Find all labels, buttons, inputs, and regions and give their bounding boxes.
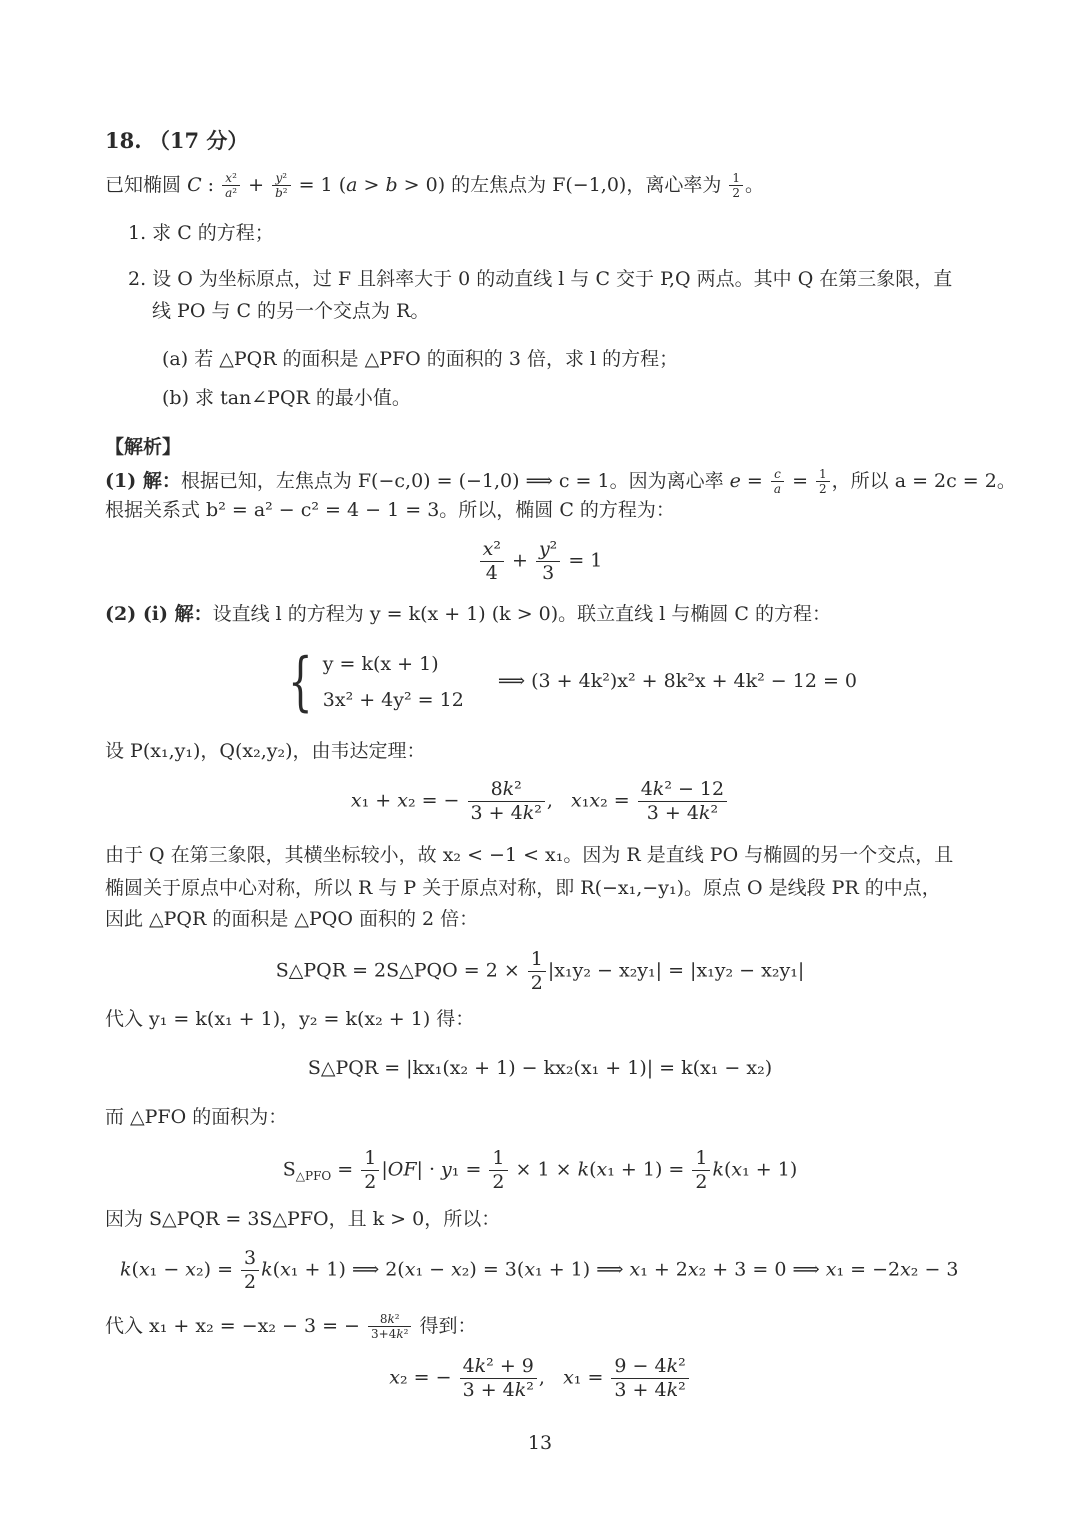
substitution-2: 代入 x₁ + x₂ = −x₂ − 3 = − $\frac{\text{8k²}}{\text{3+4k²}}$ 得到： [105,1312,477,1342]
problem-points: （17 分） [148,128,249,153]
fraction-c-a: $\frac{c}{a}$ [771,467,784,497]
question-2-line-2: 线 PO 与 C 的另一个交点为 R。 [152,300,430,322]
problem-number: 18. [105,128,142,153]
vieta-intro: 设 P(x₁,y₁)，Q(x₂,y₂)，由韦达定理： [105,740,426,762]
question-1: 1. 求 C 的方程； [128,222,274,244]
pfo-area-equation: $S_{\triangle PFO}$ = $\frac{1}{2}$ |OF| · y₁ = $\frac{1}{2}$ × 1 × k(x₁ + 1) = $\frac{1}{2}$ k(x₁ + 1) [282,1147,798,1193]
brace-icon: { [288,645,313,720]
quadrant-line-3: 因此 △PQR 的面积是 △PQO 面积的 2 倍： [105,908,479,930]
quadrant-line-1: 由于 Q 在第三象限，其横坐标较小，故 x₂ < −1 < x₁。因为 R 是直线 PO 与椭圆的另一个交点，且 [105,844,954,866]
system-line-1: y = k(x + 1) [322,653,439,675]
question-2-line-1: 2. 设 O 为坐标原点，过 F 且斜率大于 0 的动直线 l 与 C 交于 P,Q 两点。其中 Q 在第三象限，直 [128,268,953,290]
solution-heading: 【解析】 [105,436,182,458]
question-2a: (a) 若 △PQR 的面积是 △PFO 的面积的 3 倍，求 l 的方程； [162,348,679,370]
derivation-chain: k(x₁ − x₂) = $\frac{3}{2}$ k(x₁ + 1) ⟹ 2(x₁ − x₂) = 3(x₁ + 1) ⟹ x₁ + 2x₂ + 3 = 0 ⟹ x₁ = −2x₂ − 3 [120,1247,959,1293]
solution-part-1: (1) 解：根据已知，左焦点为 F(−c,0) = (−1,0) ⟹ c = 1。因为离心率 e = $\frac{c}{a}$ = $\frac{1}{2}$ ，所以 a = 2c = 2。 [105,467,1016,497]
quadrant-line-2: 椭圆关于原点中心对称，所以 R 与 P 关于原点对称，即 R(−x₁,−y₁)。原点 O 是线段 PR 的中点， [105,877,941,899]
ellipse-equation: $\frac{\text{x²}}{4}$ + $\frac{\text{y²}}{3}$ = 1 [0,538,1080,585]
final-roots: x₂ = − $\frac{\text{4k² + 9}}{\text{3 + 4k²}}$ , x₁ = $\frac{\text{9 − 4k²}}{\text{3 + 4k²}}$ [0,1355,1080,1402]
equation-system [280,646,857,718]
problem-intro: 已知椭圆 C : $\frac{\text{x²}}{\text{a²}}$ + $\frac{\text{y²}}{\text{b²}}$ = 1 (a > b > 0) 的左焦点为 F(−1,0)，离心率为 $\frac{1}{2}$ 。 [105,171,765,201]
fraction-y2-b2: $\frac{\text{y²}}{\text{b²}}$ [272,171,291,201]
fraction-x2-a2: $\frac{\text{x²}}{\text{a²}}$ [222,171,240,201]
page-number: 13 [527,1432,553,1454]
system-line-2: 3x² + 4y² = 12 [322,689,464,712]
problem-header [105,128,248,153]
vieta-formulas: x₁ + x₂ = − $\frac{\text{8k²}}{\text{3 + 4k²}}$ , x₁x₂ = $\frac{\text{4k² − 12}}{\text{3 + 4k²}}$ [0,778,1080,825]
question-2b: (b) 求 tan∠PQR 的最小值。 [162,387,411,409]
fraction-one-half-2: $\frac{1}{2}$ [816,467,830,497]
substitution-line: 代入 y₁ = k(x₁ + 1)，y₂ = k(x₂ + 1) 得： [105,1008,475,1030]
system-result: ⟹ (3 + 4k²)x² + 8k²x + 4k² − 12 = 0 [497,670,858,693]
solution-part-1-line-2: 根据关系式 b² = a² − c² = 4 − 1 = 3。所以，椭圆 C 的方程为： [105,499,675,521]
because-line: 因为 S△PQR = 3S△PFO，且 k > 0，所以： [105,1208,501,1230]
fraction-one-half: $\frac{1}{2}$ [729,171,743,201]
area-equation: S△PQR = 2S△PQO = 2 × $\frac{1}{2}$ |x₁y₂ − x₂y₁| = |x₁y₂ − x₂y₁| [275,948,805,994]
area-in-k: S△PQR = |kx₁(x₂ + 1) − kx₂(x₁ + 1)| = k(x₁ − x₂) [307,1057,773,1079]
pfo-intro: 而 △PFO 的面积为： [105,1106,288,1128]
solution-part-2: (2) (i) 解：设直线 l 的方程为 y = k(x + 1) (k > 0)。联立直线 l 与椭圆 C 的方程： [105,603,831,625]
